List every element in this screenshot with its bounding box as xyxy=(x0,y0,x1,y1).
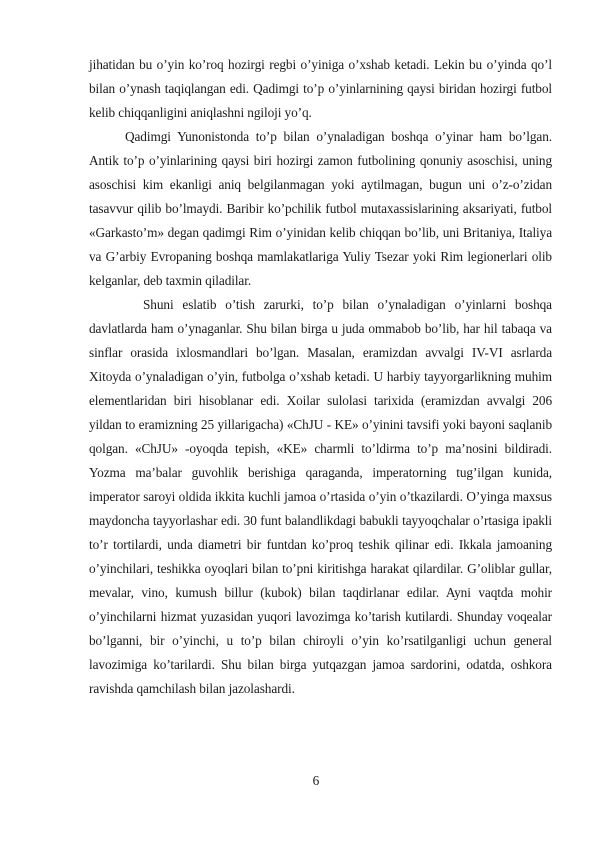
paragraph-1: jihatidan bu o’yin ko’roq hozirgi regbi o’yiniga o’xshab ketadi. Lekin bu o’yinda qo’l bilan o’ynash taqiqlangan edi. Qadimgi to’p o’yinlarnining qaysi biridan hozirgi futbol kelib chiqqanligini aniqlashni ngiloji yo’q. xyxy=(89,57,552,120)
paragraph-2: Qadimgi Yunonistonda to’p bilan o’ynaladigan boshqa o’yinar ham bo’lgan. Antik to’p o’yinlarining qaysi biri hozirgi zamon futbolining qonuniy asoschisi, uning asoschisi kim ekanligi aniq belgilanmagan yoki aytilmagan, bugun uni o’z-o’zidan tasavvur qilib bo’lmaydi. Baribir ko’pchilik futbol mutaxassislarining aksariyati, futbol «Garkasto’m» degan qadimgi Rim o’yinidan kelib chiqqan bo’lib, uni Britaniya, Italiya va G’arbiy Evropaning boshqa mamlakatlariga Yuliy Tsezar yoki Rim legionerlari olib kelganlar, deb taxmin qiladilar. xyxy=(89,129,552,288)
body-text xyxy=(89,53,552,701)
page-number: 6 xyxy=(312,773,320,788)
paragraph-3: Shuni eslatib o’tish zarurki, to’p bilan o’ynaladigan o’yinlarni boshqa davlatlarda ham o’ynaganlar. Shu bilan birga u juda ommabob bo’lib, har hil tabaqa va sinflar orasida ixlosmandlari bo’lgan. Masalan, eramizdan avvalgi IV-VI asrlarda Xitoyda o’ynaladigan o’yin, futbolga o’xshab ketadi. U harbiy tayyorgarlikning muhim elementlaridan biri hisoblanar edi. Xoilar sulolasi tarixida (eramizdan avvalgi 206 yildan to eramizning 25 yillarigacha) «ChJU - KE» o’yinini tavsifi yoki bayoni saqlanib qolgan. «ChJU» -oyoqda tepish, «KE» charmli to’ldirma to’p ma’nosini bildiradi. Yozma ma’balar guvohlik berishiga qaraganda, imperatorning tug’ilgan kunida, imperator saroyi oldida ikkita kuchli jamoa o’rtasida o’yin o’tkazilardi. O’yinga maxsus maydoncha tayyorlashar edi. 30 funt balandlikdagi babukli tayyoqchalar o’rtasiga ipakli to’r tortilardi, unda diametri bir funtdan ko’proq teshik qilinar edi. Ikkala jamoaning o’yinchilari, teshikka oyoqlari bilan to’pni kiritishga harakat qilardilar. G’oliblar gullar, mevalar, vino, kumush billur (kubok) bilan taqdirlanar edilar. Ayni vaqtda mohir o’yinchilarni hizmat yuzasidan yuqori lavozimga ko’tarish kutilardi. Shunday voqealar bo’lganni, bir o’yinchi, u to’p bilan chiroyli o’yin ko’rsatilganligi uchun general lavozimiga ko’tarilardi. Shu bilan birga yutqazgan jamoa sardorini, odatda, oshkora ravishda qamchilash bilan jazolashardi. xyxy=(89,297,552,696)
